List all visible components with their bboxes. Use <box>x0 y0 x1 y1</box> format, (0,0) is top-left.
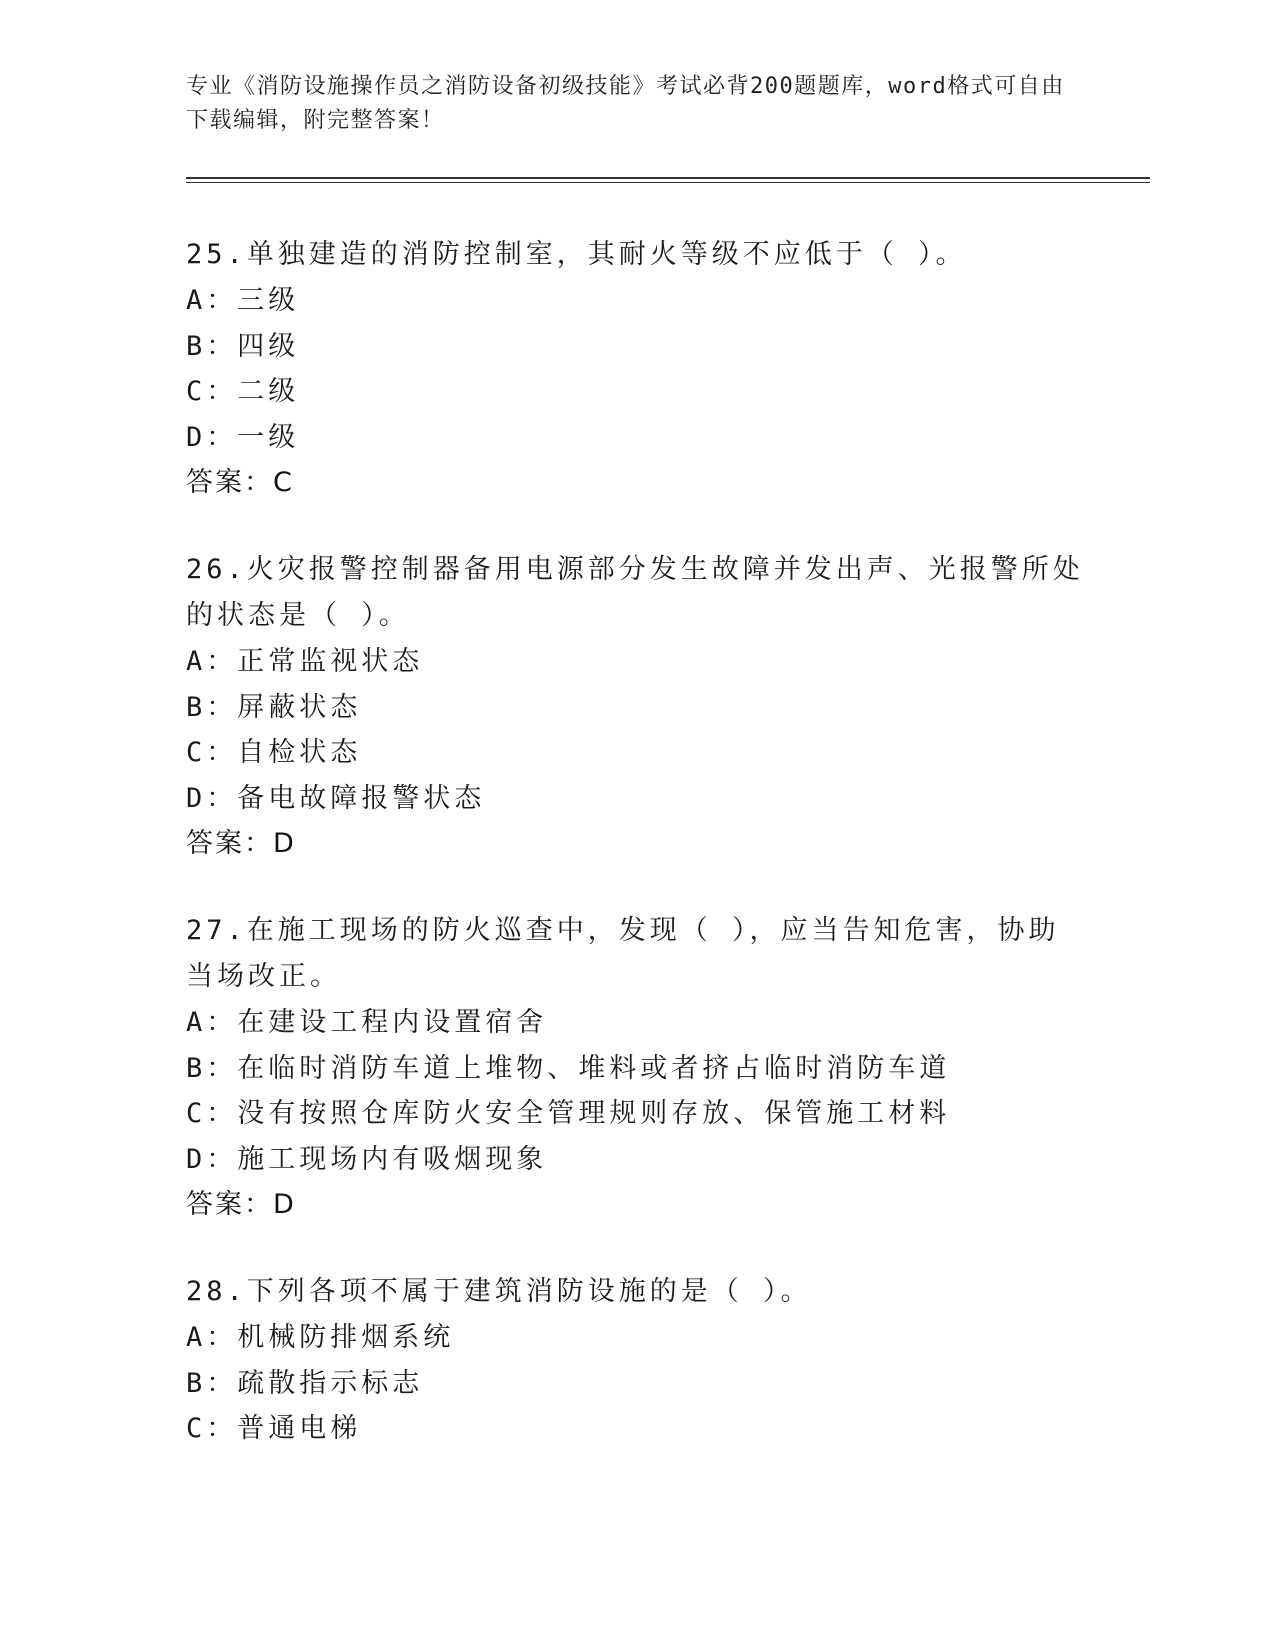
question-25 <box>186 232 1086 506</box>
question-stem: 28.下列各项不属于建筑消防设施的是（ ）。 <box>186 1276 812 1307</box>
option-c: C：自检状态 <box>186 737 362 768</box>
option-d: D：备电故障报警状态 <box>186 782 486 814</box>
header-divider-thick <box>186 177 1150 179</box>
option-b: B：屏蔽状态 <box>186 691 362 723</box>
option-a: A：在建设工程内设置宿舍 <box>186 1007 548 1038</box>
option-b: B：疏散指示标志 <box>186 1367 424 1399</box>
question-stem: 26.火灾报警控制器备用电源部分发生故障并发出声、光报警所处的状态是（ ）。 <box>186 554 1084 631</box>
answer: 答案：D <box>186 828 296 859</box>
question-26 <box>186 547 1086 867</box>
question-28 <box>186 1269 1086 1452</box>
option-c: C：没有按照仓库防火安全管理规则存放、保管施工材料 <box>186 1098 951 1129</box>
answer: 答案：C <box>186 467 294 498</box>
question-list <box>186 232 1086 1493</box>
question-stem: 25.单独建造的消防控制室，其耐火等级不应低于（ ）。 <box>186 239 967 270</box>
answer: 答案：D <box>186 1189 296 1220</box>
option-b: B：在临时消防车道上堆物、堆料或者挤占临时消防车道 <box>186 1052 951 1084</box>
option-a: A：机械防排烟系统 <box>186 1322 455 1353</box>
question-27 <box>186 908 1086 1228</box>
option-d: D：一级 <box>186 421 300 453</box>
option-c: C：普通电梯 <box>186 1413 362 1444</box>
option-a: A：三级 <box>186 285 300 316</box>
option-a: A：正常监视状态 <box>186 646 424 677</box>
question-stem: 27.在施工现场的防火巡查中，发现（ ），应当告知危害，协助当场改正。 <box>186 915 1060 992</box>
option-b: B：四级 <box>186 330 300 362</box>
document-header: 专业《消防设施操作员之消防设备初级技能》考试必背200题题库，word格式可自由下载编辑，附完整答案！ <box>186 74 1065 133</box>
option-d: D：施工现场内有吸烟现象 <box>186 1143 548 1175</box>
header-divider-thin <box>186 182 1150 183</box>
option-c: C：二级 <box>186 376 300 407</box>
